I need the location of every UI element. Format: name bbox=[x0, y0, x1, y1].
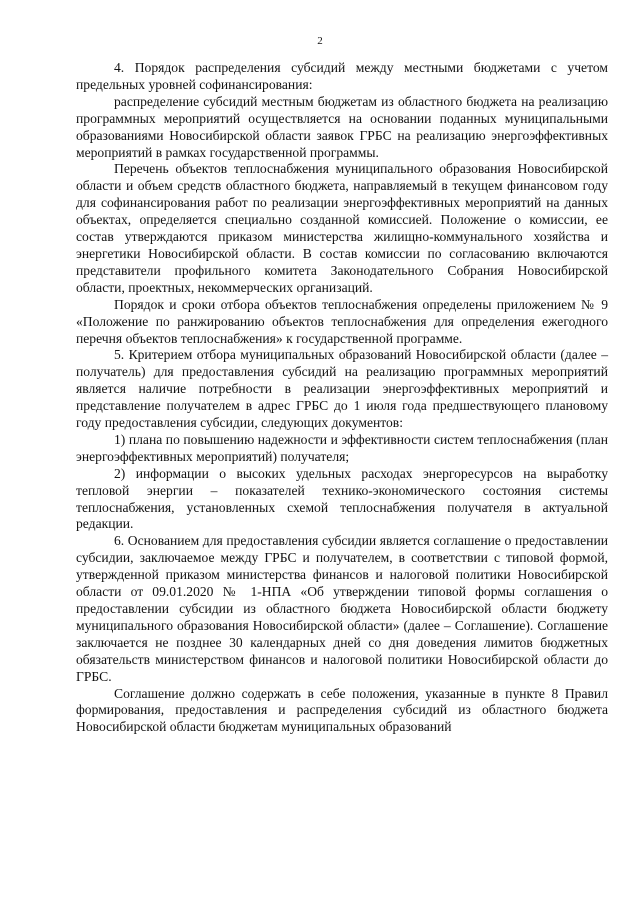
paragraph-objects-list: Перечень объектов теплоснабжения муниципального образования Новосибирской области и объем средств областного бюджета, направляемый в текущем финансовом году для софинансирования работ по реализации энергоэффективных мероприятий на данных объектах, определяется специально созданной комиссией. Положение о комиссии, ее состав утверждаются приказом министерства жилищно-коммунального хозяйства и энергетики Новосибирской области. В состав комиссии по согласованию включаются представители профильного комитета Законодательного Собрания Новосибирской области, проектных, некоммерческих организаций. bbox=[76, 161, 608, 295]
paragraph-5-criterion: 5. Критерием отбора муниципальных образований Новосибирской области (далее – получатель) для предоставления субсидий на реализацию программных мероприятий является наличие потребности в реализации энергоэффективных мероприятий и представление получателем в адрес ГРБС до 1 июля года предшествующего плановому году предоставления субсидии, следующих документов: bbox=[76, 347, 608, 431]
paragraph-item-1: 1) плана по повышению надежности и эффективности систем теплоснабжения (план энергоэффективных мероприятий) получателя; bbox=[76, 431, 608, 464]
paragraph-agreement-content: Соглашение должно содержать в себе положения, указанные в пункте 8 Правил формирования, предоставления и распределения субсидий из областного бюджета Новосибирской области бюджетам муниципальных образований bbox=[76, 685, 608, 735]
paragraph-4-heading: 4. Порядок распределения субсидий между местными бюджетами с учетом предельных уровней софинансирования: bbox=[76, 60, 608, 92]
paragraph-item-2: 2) информации о высоких удельных расходах энергоресурсов на выработку тепловой энергии – показателей технико-экономического состояния системы теплоснабжения, установленных схемой теплоснабжения получателя в актуальной редакции. bbox=[76, 465, 608, 532]
paragraph-6-agreement: 6. Основанием для предоставления субсидии является соглашение о предоставлении субсидии, заключаемое между ГРБС и получателем, в соответствии с типовой формой, утвержденной приказом министерства финансов и налоговой политики Новосибирской области от 09.01.2020 № 1-НПА «Об утверждении типовой формы соглашения о предоставлении субсидии из областного бюджета Новосибирской области бюджету муниципального образования Новосибирской области» (далее – Соглашение). Соглашение заключается не позднее 30 календарных дней со дня доведения лимитов бюджетных обязательств министерством финансов и налоговой политики Новосибирской области до ГРБС. bbox=[76, 533, 608, 684]
document-body bbox=[76, 60, 608, 736]
paragraph-distribution: распределение субсидий местным бюджетам из областного бюджета на реализацию программных мероприятий осуществляется на основании поданных муниципальными образованиями Новосибирской области заявок ГРБС на реализацию энергоэффективных мероприятий в рамках государственной программы. bbox=[76, 93, 608, 160]
page-number: 2 bbox=[317, 35, 323, 47]
paragraph-selection-order: Порядок и сроки отбора объектов теплоснабжения определены приложением № 9 «Положение по ранжированию объектов теплоснабжения для определения ежегодного перечня объектов теплоснабжения» к государственной программе. bbox=[76, 296, 608, 346]
